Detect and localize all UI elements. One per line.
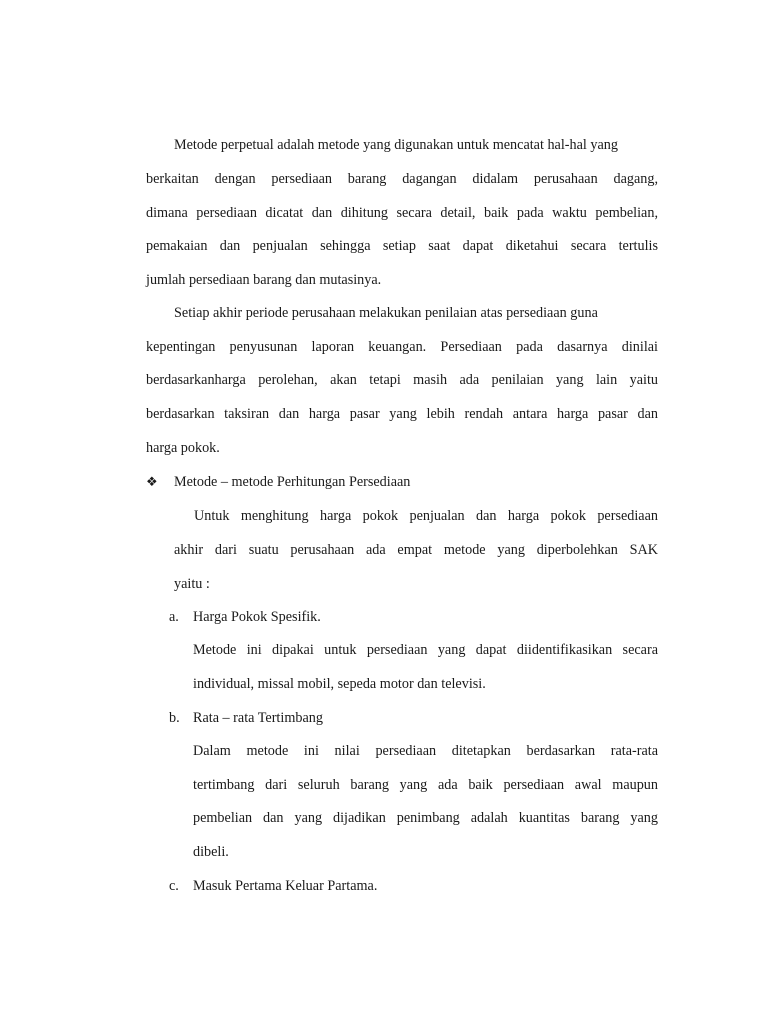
- paragraph-line: tertimbang dari seluruh barang yang ada baik persediaan awal maupun: [193, 777, 658, 793]
- paragraph-line: jumlah persediaan barang dan mutasinya.: [146, 272, 382, 288]
- list-item-title: Rata – rata Tertimbang: [193, 710, 323, 726]
- paragraph-line: individual, missal mobil, sepeda motor dan televisi.: [193, 676, 486, 692]
- paragraph-line: Setiap akhir periode perusahaan melakukan penilaian atas persediaan guna: [174, 305, 598, 321]
- paragraph-line: Metode perpetual adalah metode yang digunakan untuk mencatat hal-hal yang: [174, 137, 618, 153]
- paragraph-line: berdasarkanharga perolehan, akan tetapi masih ada penilaian yang lain yaitu: [146, 372, 658, 388]
- paragraph-line: akhir dari suatu perusahaan ada empat metode yang diperbolehkan SAK: [174, 542, 658, 558]
- paragraph-line: dimana persediaan dicatat dan dihitung secara detail, baik pada waktu pembelian,: [146, 205, 658, 221]
- paragraph-line: yaitu :: [174, 576, 210, 592]
- paragraph-valuation: [146, 303, 658, 463]
- paragraph-line: berkaitan dengan persediaan barang dagangan didalam perusahaan dagang,: [146, 171, 658, 187]
- paragraph-line: kepentingan penyusunan laporan keuangan. Persediaan pada dasarnya dinilai: [146, 339, 658, 355]
- list-item-body: [193, 741, 658, 871]
- section-heading: [146, 472, 658, 492]
- paragraph-line: pemakaian dan penjualan sehingga setiap saat dapat diketahui secara tertulis: [146, 238, 658, 254]
- section-intro: [174, 506, 658, 596]
- list-item-label: a.: [169, 609, 179, 625]
- list-item-title: Harga Pokok Spesifik.: [193, 609, 321, 625]
- paragraph-line: harga pokok.: [146, 440, 220, 456]
- paragraph-line: Dalam metode ini nilai persediaan ditetapkan berdasarkan rata-rata: [193, 743, 658, 759]
- list-item-body: [193, 640, 658, 700]
- list-item-label: c.: [169, 878, 179, 894]
- diamond-bullet-icon: ❖: [146, 474, 158, 489]
- paragraph-line: Untuk menghitung harga pokok penjualan dan harga pokok persediaan: [194, 508, 658, 524]
- paragraph-line: pembelian dan yang dijadikan penimbang adalah kuantitas barang yang: [193, 810, 658, 826]
- paragraph-line: Metode ini dipakai untuk persediaan yang dapat diidentifikasikan secara: [193, 642, 658, 658]
- paragraph-line: berdasarkan taksiran dan harga pasar yang lebih rendah antara harga pasar dan: [146, 406, 658, 422]
- section-heading-text: Metode – metode Perhitungan Persediaan: [174, 474, 411, 490]
- list-item-title: Masuk Pertama Keluar Partama.: [193, 878, 378, 894]
- paragraph-line: dibeli.: [193, 844, 229, 860]
- list-item-label: b.: [169, 710, 180, 726]
- paragraph-perpetual-method: [146, 135, 658, 295]
